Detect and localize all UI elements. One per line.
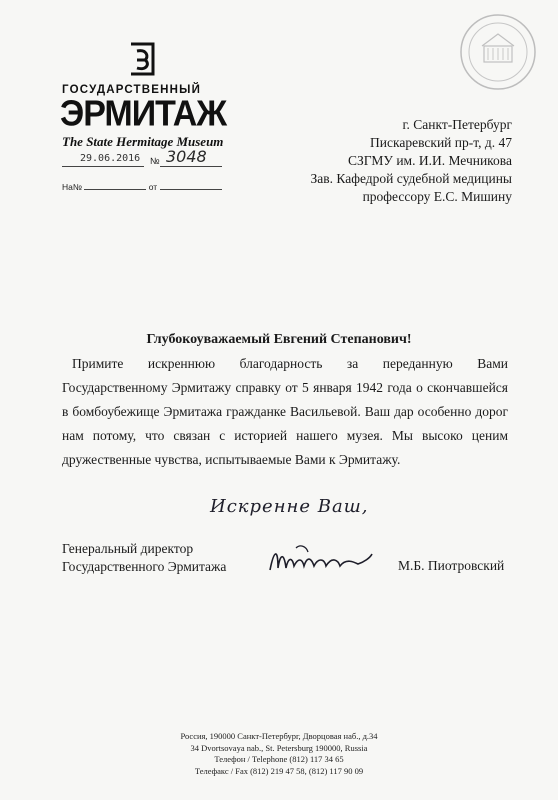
ref-from-label: от <box>148 182 158 192</box>
address-line: Зав. Кафедрой судебной медицины <box>310 171 512 186</box>
recipient-address <box>311 116 512 206</box>
registration-date: 29.06.2016 <box>80 153 141 164</box>
reg-no-label: № <box>150 156 160 166</box>
registration-row <box>62 147 222 169</box>
role-line: Генеральный директор <box>62 541 194 556</box>
body-paragraph: Примите искреннюю благодарность за переданную Вами Государственному Эрмитажу справку от 5 января 1942 года о скончавшейся в бомбоубежище Эрмитажа гражданке Васильевой. Ваш дар особенно дорог нам потому, что связан с историей нашего музея. Мы высоко ценим дружественные чувства, испытываемые Вами к Эрмитажу. <box>62 356 508 467</box>
role-line: Государственного Эрмитажа <box>62 559 227 574</box>
footer-line: Телефон / Telephone (812) 117 34 65 <box>214 754 344 764</box>
footer-line: 34 Dvortsovaya nab., St. Petersburg 190000, Russia <box>190 742 368 753</box>
embossed-seal-icon <box>458 12 538 92</box>
registration-number: 3048 <box>166 147 207 166</box>
address-line: профессору Е.С. Мишину <box>362 189 512 204</box>
handwritten-closing: Искренне Ваш, <box>210 496 369 517</box>
signatory-role <box>62 540 226 576</box>
letter-body <box>62 352 508 472</box>
signatory-name: М.Б. Пиотровский <box>398 558 505 573</box>
letterhead-footer <box>0 731 558 777</box>
english-name: The State Hermitage Museum <box>62 134 224 149</box>
footer-line: Россия, 190000 Санкт-Петербург, Дворцовая наб., д.34 <box>180 731 378 741</box>
ref-no-label: На№ <box>62 182 82 192</box>
handwritten-signature-icon <box>266 540 376 580</box>
footer-line: Телефакс / Fax (812) 219 47 58, (812) 117 90 09 <box>194 765 364 776</box>
address-line: СЗГМУ им. И.И. Мечникова <box>347 153 512 168</box>
address-line: Пискаревский пр-т, д. 47 <box>370 135 512 150</box>
reference-row <box>62 182 222 192</box>
brand-name: ЭРМИТАЖ <box>60 94 227 134</box>
org-name-line: ГОСУДАРСТВЕННЫЙ <box>62 84 202 96</box>
greeting: Глубокоуважаемый Евгений Степанович! <box>146 332 412 347</box>
hermitage-logo-icon <box>125 40 159 78</box>
address-line: г. Санкт-Петербург <box>402 117 512 132</box>
